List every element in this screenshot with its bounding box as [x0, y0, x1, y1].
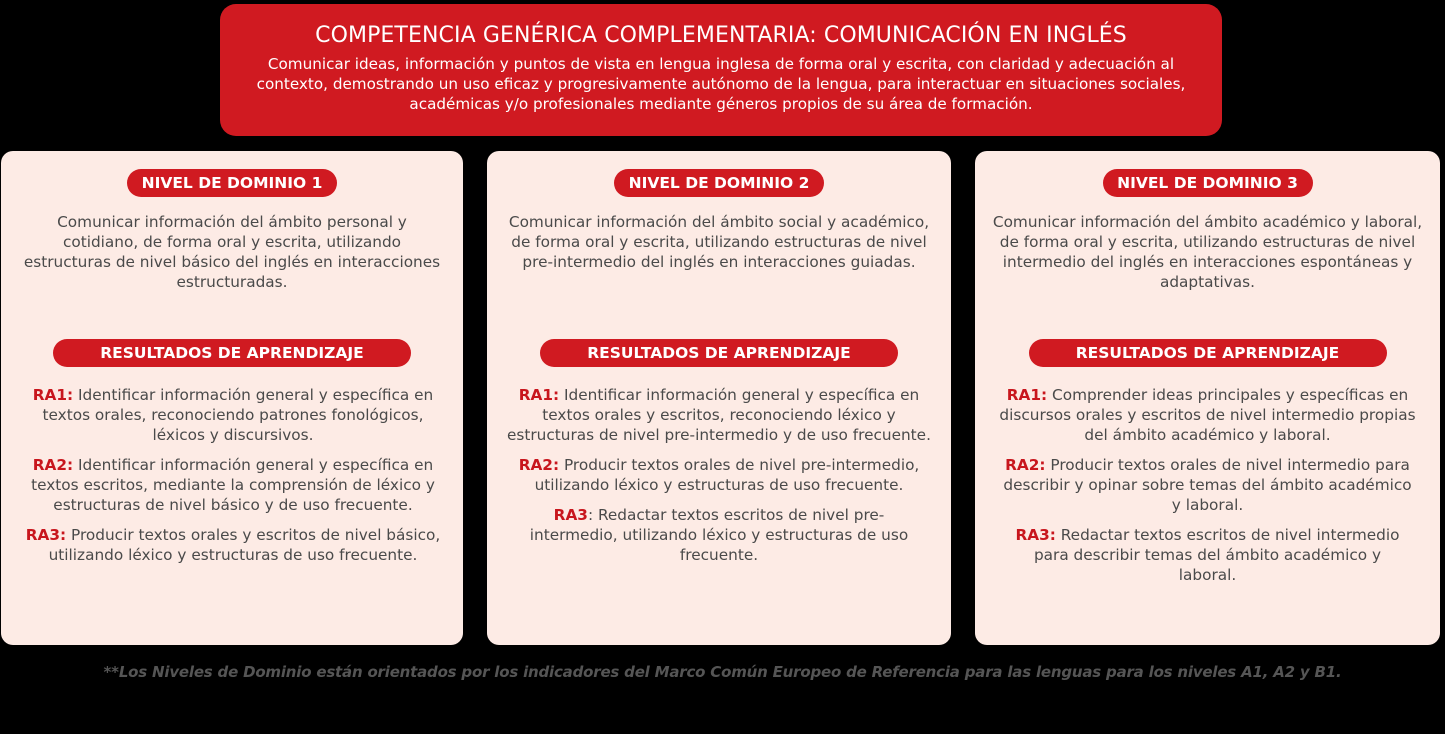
result-item — [505, 505, 933, 565]
result-item — [505, 385, 933, 445]
level-card-2 — [487, 151, 951, 645]
level-1-results-title: RESULTADOS DE APRENDIZAJE — [53, 339, 411, 367]
result-code: RA2: — [518, 456, 560, 474]
competency-description: Comunicar ideas, información y puntos de vista en lengua inglesa de forma oral y escrita, con claridad y adecuación al contexto, demostrando un uso eficaz y progresivamente autónomo de la lengua, para interactuar en situaciones sociales, académicas y/o profesionales mediante géneros propios de su área de formación. — [256, 55, 1186, 113]
result-text: Redactar textos escritos de nivel intermedio para describir temas del ámbito académico y laboral. — [1033, 526, 1400, 584]
result-code: RA1: — [32, 386, 74, 404]
result-text: Identificar información general y específica en textos orales y escritos, reconociendo léxico y estructuras de nivel pre-intermedio y de uso frecuente. — [507, 386, 931, 444]
level-1-description: Comunicar información del ámbito personal y cotidiano, de forma oral y escrita, utilizando estructuras de nivel básico del inglés en interacciones estructuradas. — [23, 213, 441, 291]
level-1-results-list — [19, 385, 447, 575]
level-2-results-list — [505, 385, 933, 575]
level-3-results-title: RESULTADOS DE APRENDIZAJE — [1029, 339, 1387, 367]
level-card-1 — [1, 151, 463, 645]
result-text: Identificar información general y específica en textos escritos, mediante la comprensión de léxico y estructuras de nivel básico y de uso frecuente. — [31, 456, 435, 514]
competency-title: COMPETENCIA GENÉRICA COMPLEMENTARIA: COMUNICACIÓN EN INGLÉS — [315, 23, 1127, 48]
level-1-title: NIVEL DE DOMINIO 1 — [127, 169, 337, 197]
result-code: RA1: — [1006, 386, 1048, 404]
result-text: : Redactar textos escritos de nivel pre-intermedio, utilizando léxico y estructuras de uso frecuente. — [529, 506, 909, 564]
result-code: RA2: — [32, 456, 74, 474]
level-2-description: Comunicar información del ámbito social y académico, de forma oral y escrita, utilizando estructuras de nivel pre-intermedio del inglés en interacciones guiadas. — [508, 213, 930, 271]
level-3-results-list — [991, 385, 1424, 595]
result-code: RA3 — [553, 506, 588, 524]
result-item — [991, 455, 1424, 515]
footnote: **Los Niveles de Dominio están orientados por los indicadores del Marco Común Europeo de Referencia para las lenguas para los niveles A1, A2 y B1. — [103, 663, 1342, 681]
result-text: Producir textos orales y escritos de nivel básico, utilizando léxico y estructuras de uso frecuente. — [48, 526, 441, 564]
level-3-title: NIVEL DE DOMINIO 3 — [1103, 169, 1313, 197]
result-text: Identificar información general y específica en textos orales, reconociendo patrones fonológicos, léxicos y discursivos. — [42, 386, 434, 444]
result-text: Producir textos orales de nivel intermedio para describir y opinar sobre temas del ámbito académico y laboral. — [1003, 456, 1412, 514]
result-code: RA2: — [1005, 456, 1046, 474]
result-text: Producir textos orales de nivel pre-intermedio, utilizando léxico y estructuras de uso frecuente. — [534, 456, 920, 494]
level-2-results-title: RESULTADOS DE APRENDIZAJE — [540, 339, 898, 367]
result-item — [19, 385, 447, 445]
competency-header — [220, 4, 1222, 136]
level-card-3 — [975, 151, 1440, 645]
result-item — [19, 455, 447, 515]
result-item — [19, 525, 447, 565]
result-code: RA3: — [1015, 526, 1056, 544]
result-code: RA3: — [25, 526, 67, 544]
result-text: Comprender ideas principales y específicas en discursos orales y escritos de nivel intermedio propias del ámbito académico y laboral. — [999, 386, 1416, 444]
level-3-description: Comunicar información del ámbito académico y laboral, de forma oral y escrita, utilizando estructuras de nivel intermedio del inglés en interacciones espontáneas y adaptativas. — [992, 213, 1423, 291]
result-code: RA1: — [518, 386, 560, 404]
result-item — [505, 455, 933, 495]
level-2-title: NIVEL DE DOMINIO 2 — [614, 169, 824, 197]
result-item — [991, 525, 1424, 585]
result-item — [991, 385, 1424, 445]
